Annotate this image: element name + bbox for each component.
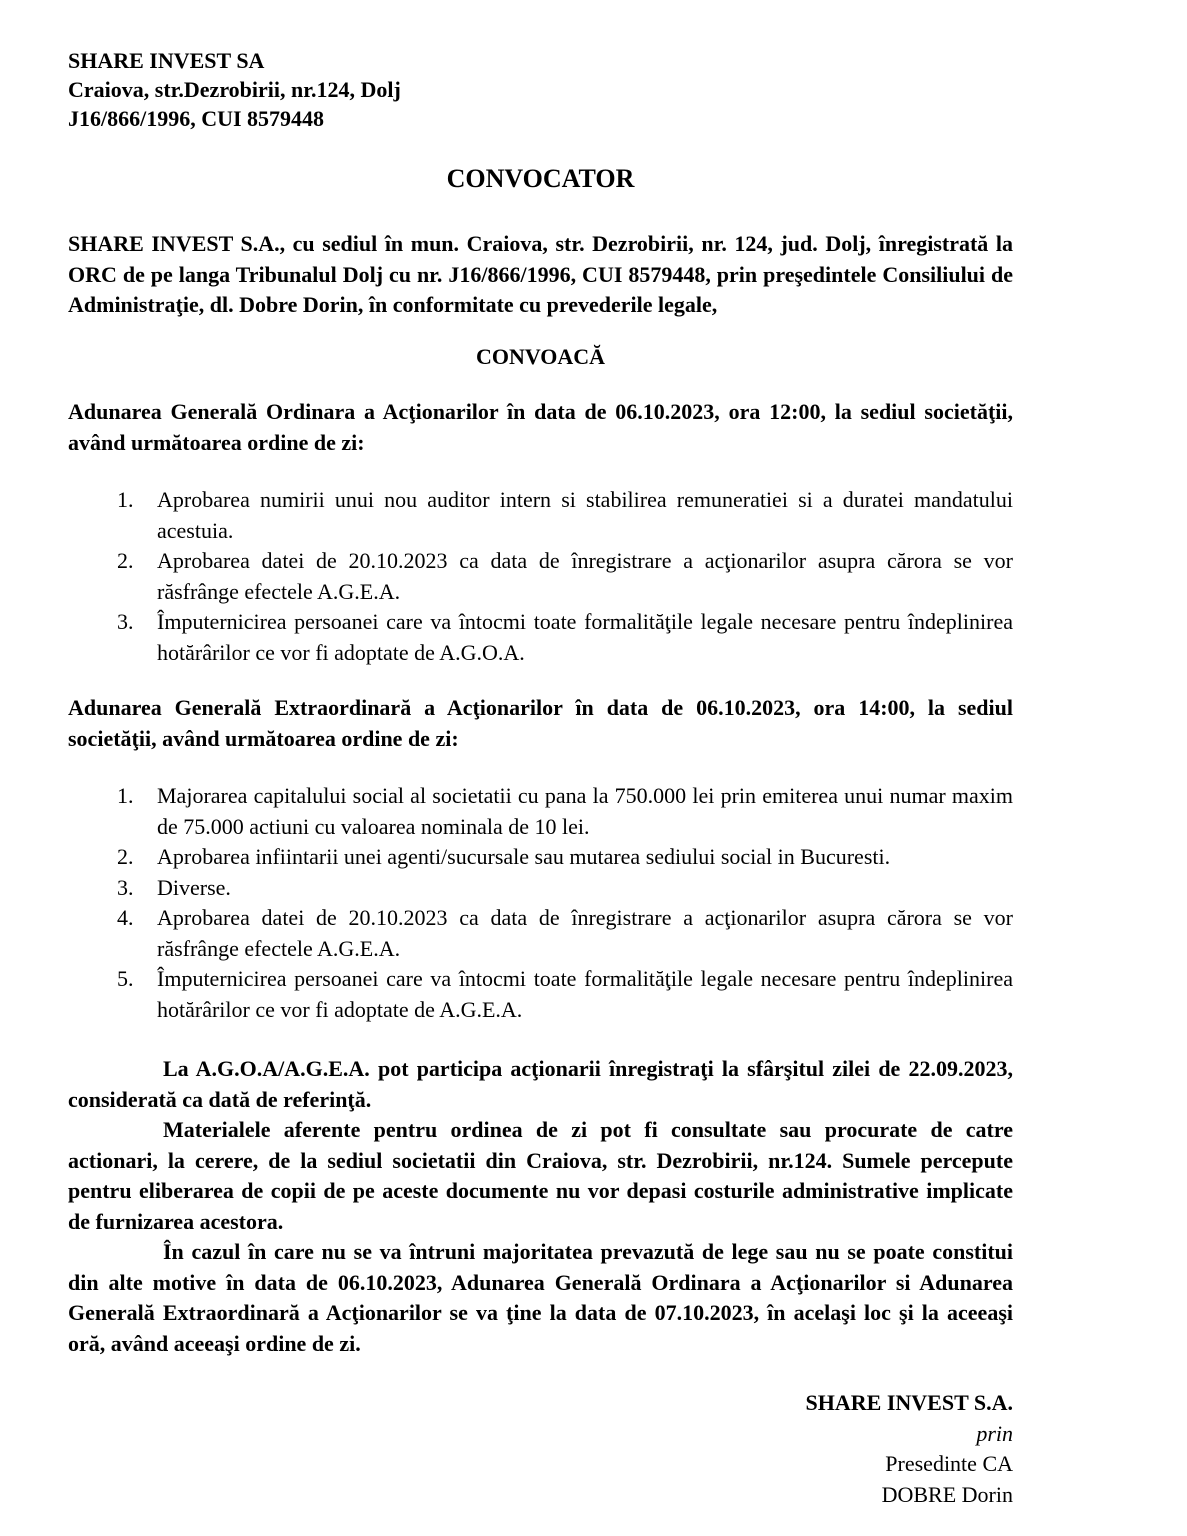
signature-company: SHARE INVEST S.A. xyxy=(805,1390,1013,1415)
quorum-paragraph: În cazul în care nu se va întruni majoritatea prevazută de lege sau nu se poate constitui din alte motive în data de 06.10.2023, Adunarea Generală Ordinara a Acţionarilor si Adunarea Generală Extraordinară a Acţionarilor se va ţine la data de 07.10.2023, în acelaşi loc şi la aceeaşi oră, având aceeaşi ordine de zi. xyxy=(68,1239,1013,1356)
signature-role: Presedinte CA xyxy=(885,1451,1013,1476)
agea-agenda-item-4: Aprobarea datei de 20.10.2023 ca data de înregistrare a acţionarilor asupra cărora se vor răsfrânge efectele A.G.E.A. xyxy=(157,905,1013,961)
participation-paragraph: La A.G.O.A/A.G.E.A. pot participa acţionarii înregistraţi la sfârşitul zilei de 22.09.2023, considerată ca dată de referinţă. xyxy=(68,1056,1013,1112)
intro-paragraph: SHARE INVEST S.A., cu sediul în mun. Craiova, str. Dezrobirii, nr. 124, jud. Dolj, înregistrată la ORC de pe langa Tribunalul Dolj cu nr. J16/866/1996, CUI 8579448, prin preşedintele Consiliului de Administraţie, dl. Dobre Dorin, în conformitate cu prevederile legale, xyxy=(68,231,1013,317)
company-name: SHARE INVEST SA xyxy=(68,48,265,73)
agoa-agenda-list xyxy=(68,485,1013,668)
agea-agenda-list xyxy=(68,781,1013,1025)
closing-paragraphs xyxy=(68,1054,1013,1359)
document-content xyxy=(68,0,1013,1510)
materials-paragraph: Materialele aferente pentru ordinea de zi pot fi consultate sau procurate de catre actionari, la cerere, de la sediul societatii din Craiova, str. Dezrobirii, nr.124. Sumele percepute pentru eliberarea de copii de pe aceste documente nu vor depasi costurile administrative implicate de furnizarea acestora. xyxy=(68,1117,1013,1234)
convoaca-heading: CONVOACĂ xyxy=(475,343,606,369)
company-registration: J16/866/1996, CUI 8579448 xyxy=(68,106,325,131)
agoa-agenda-item-2: Aprobarea datei de 20.10.2023 ca data de înregistrare a acţionarilor asupra cărora se vor răsfrânge efectele A.G.E.A. xyxy=(157,548,1013,604)
agea-agenda-item-3: Diverse. xyxy=(157,874,231,900)
agoa-agenda-item-1: Aprobarea numirii unui nou auditor intern si stabilirea remuneratiei si a duratei mandatului acestuia. xyxy=(157,487,1013,543)
letterhead xyxy=(68,46,1013,133)
agoa-heading: Adunarea Generală Ordinara a Acţionarilor în data de 06.10.2023, ora 12:00, la sediul societăţii, având următoarea ordine de zi: xyxy=(68,399,1013,455)
agea-agenda-item-1: Majorarea capitalului social al societatii cu pana la 750.000 lei prin emiterea unui numar maxim de 75.000 actiuni cu valoarea nominala de 10 lei. xyxy=(157,783,1013,839)
signature-prin: prin xyxy=(976,1420,1013,1446)
signature-name: DOBRE Dorin xyxy=(881,1481,1013,1507)
signature-block xyxy=(68,1388,1013,1510)
agoa-agenda-item-3: Împuternicirea persoanei care va întocmi toate formalităţile legale necesare pentru îndeplinirea hotărârilor ce vor fi adoptate de A.G.O.A. xyxy=(157,609,1013,665)
agea-agenda-item-5: Împuternicirea persoanei care va întocmi toate formalităţile legale necesare pentru îndeplinirea hotărârilor ce vor fi adoptate de A.G.E.A. xyxy=(157,966,1013,1022)
agea-agenda-item-2: Aprobarea infiintarii unei agenti/sucursale sau mutarea sediului social in Bucuresti. xyxy=(157,844,891,869)
agea-heading: Adunarea Generală Extraordinară a Acţionarilor în data de 06.10.2023, ora 14:00, la sediul societăţii, având următoarea ordine de zi: xyxy=(68,695,1013,751)
company-address: Craiova, str.Dezrobirii, nr.124, Dolj xyxy=(68,77,401,102)
document-title: CONVOCATOR xyxy=(446,164,635,193)
